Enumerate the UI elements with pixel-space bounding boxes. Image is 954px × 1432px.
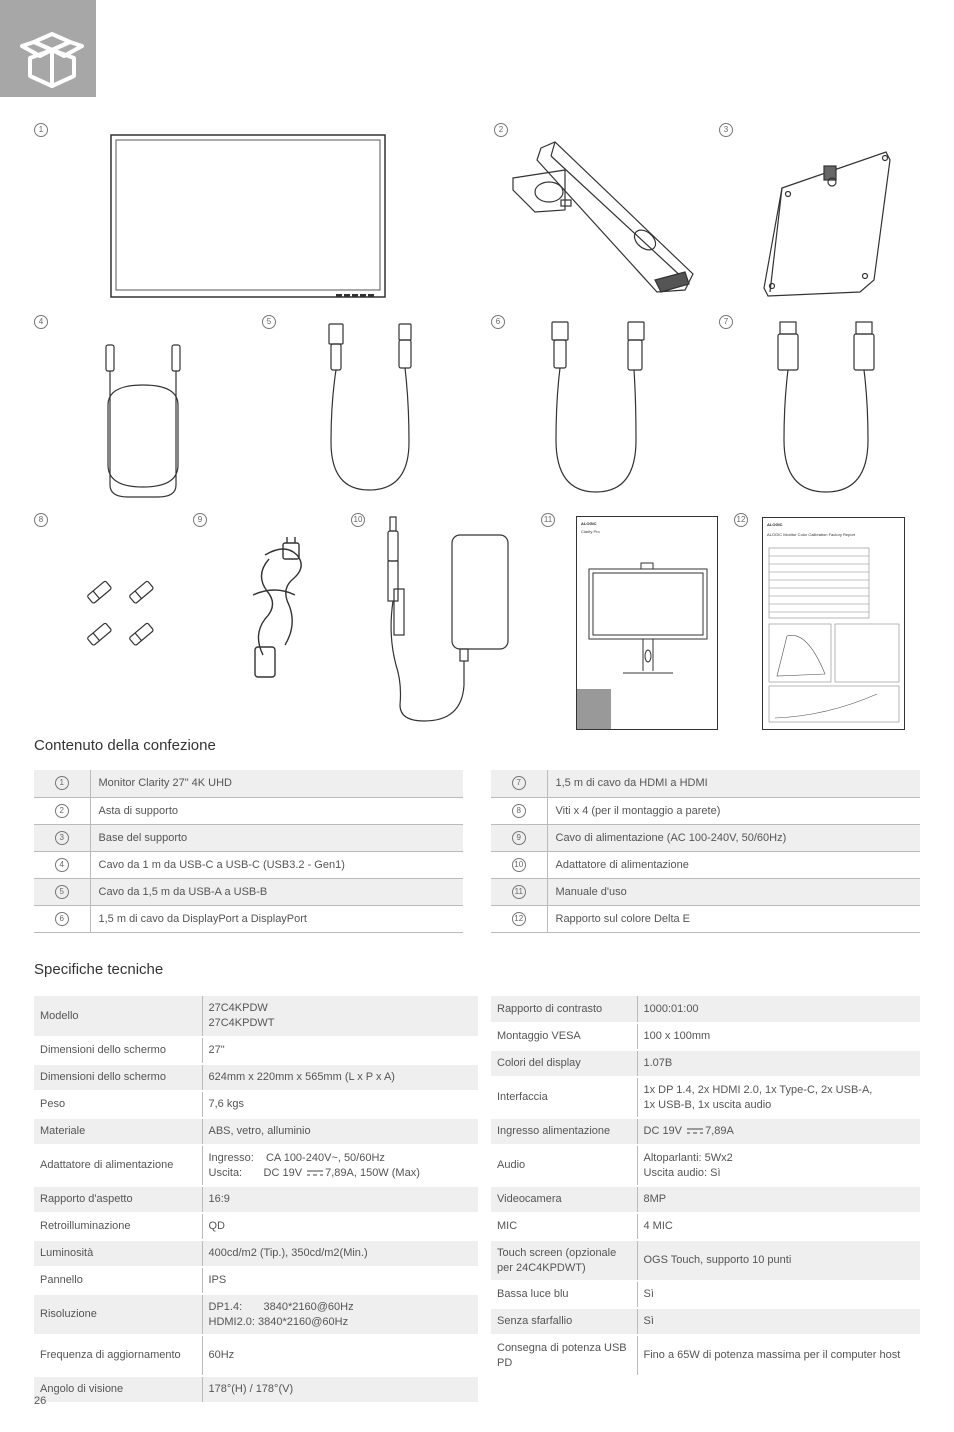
item-number-badge: 4: [55, 858, 69, 872]
screws-illustration: [82, 575, 166, 655]
spec-row: [491, 1186, 920, 1213]
contents-index: [491, 905, 547, 932]
spec-key: Montaggio VESA: [491, 1023, 637, 1050]
spec-value: [202, 1186, 478, 1213]
report-brand: ALOGIC: [767, 522, 783, 527]
spec-row: [491, 1308, 920, 1335]
spec-value-part: 7,89A: [705, 1125, 734, 1137]
spec-value: [637, 1118, 920, 1145]
spec-key: Retroilluminazione: [34, 1213, 202, 1240]
spec-row: [34, 996, 478, 1037]
spec-key: Bassa luce blu: [491, 1281, 637, 1308]
specs-table-left: [34, 996, 478, 1404]
figure-number-1: 1: [34, 123, 48, 137]
spec-value-line: 8MP: [643, 1193, 667, 1205]
spec-key: Rapporto di contrasto: [491, 996, 637, 1023]
user-manual-illustration: [576, 516, 718, 730]
spec-value-line: [209, 1166, 473, 1181]
spec-key: Ingresso alimentazione: [491, 1118, 637, 1145]
spec-value-line: Altoparlanti: 5Wx2: [643, 1151, 733, 1164]
spec-value: [202, 1240, 478, 1267]
contents-row: [491, 851, 920, 878]
figure-number-10: 10: [351, 513, 365, 527]
contents-row: [34, 851, 463, 878]
spec-row: [491, 1023, 920, 1050]
contents-row: [34, 878, 463, 905]
spec-value-line: DP1.4: 3840*2160@60Hz: [208, 1300, 354, 1313]
figure-number-9: 9: [193, 513, 207, 527]
spec-value: [637, 1023, 920, 1050]
specs-table-right: [491, 996, 920, 1377]
spec-key: Audio: [491, 1145, 637, 1186]
spec-key: MIC: [491, 1213, 637, 1240]
spec-row: [491, 996, 920, 1023]
spec-value-line: 27": [208, 1044, 225, 1056]
spec-key: Angolo di visione: [34, 1376, 202, 1403]
spec-value-line: QD: [208, 1220, 225, 1232]
spec-value: [202, 1213, 478, 1240]
spec-key: Pannello: [34, 1267, 202, 1294]
spec-value: [202, 1145, 478, 1186]
spec-value-line: Fino a 65W di potenza massima per il computer host: [643, 1349, 901, 1361]
spec-value-line: 1.07B: [643, 1057, 673, 1069]
contents-label: Base del supporto: [90, 824, 463, 851]
spec-value: [637, 1213, 920, 1240]
contents-row: [491, 797, 920, 824]
contents-label: 1,5 m di cavo da HDMI a HDMI: [547, 770, 920, 797]
spec-row: [491, 1240, 920, 1281]
spec-value: [202, 1064, 478, 1091]
spec-value-line: 60Hz: [208, 1349, 235, 1361]
item-number-badge: 9: [512, 831, 526, 845]
figure-number-4: 4: [34, 315, 48, 329]
open-box-icon: [18, 30, 86, 90]
usba-cable-illustration: [325, 322, 415, 500]
power-cord-illustration: [245, 535, 315, 690]
dc-symbol-icon: [687, 1128, 703, 1134]
spec-row: [34, 1145, 478, 1186]
spec-value: [637, 1050, 920, 1077]
spec-key: Modello: [34, 996, 202, 1037]
contents-row: [34, 770, 463, 797]
spec-value: [202, 996, 478, 1037]
item-number-badge: 2: [55, 804, 69, 818]
spec-value-line: 100 x 100mm: [643, 1030, 711, 1042]
contents-label: Monitor Clarity 27" 4K UHD: [90, 770, 463, 797]
spec-value: [202, 1037, 478, 1064]
contents-row: [34, 797, 463, 824]
contents-row: [491, 770, 920, 797]
spec-value-line: 1x DP 1.4, 2x HDMI 2.0, 1x Type-C, 2x USB-A,: [643, 1083, 873, 1096]
contents-index: [491, 797, 547, 824]
contents-row: [491, 905, 920, 932]
power-adapter-illustration: [380, 515, 515, 725]
spec-row: [491, 1145, 920, 1186]
spec-row: [34, 1294, 478, 1335]
contents-table-left: [34, 770, 463, 933]
spec-value: [202, 1335, 478, 1376]
contents-label: Viti x 4 (per il montaggio a parete): [547, 797, 920, 824]
spec-value: [202, 1376, 478, 1403]
hdmi-cable-illustration: [776, 320, 876, 500]
spec-key: Colori del display: [491, 1050, 637, 1077]
spec-key: Dimensioni dello schermo: [34, 1064, 202, 1091]
spec-row: [491, 1050, 920, 1077]
spec-key: Interfaccia: [491, 1077, 637, 1118]
contents-index: [34, 878, 90, 905]
spec-value-line: HDMI2.0: 3840*2160@60Hz: [208, 1315, 349, 1328]
spec-value: [637, 996, 920, 1023]
contents-index: [491, 770, 547, 797]
contents-index: [34, 797, 90, 824]
spec-value: [202, 1118, 478, 1145]
item-number-badge: 3: [55, 831, 69, 845]
spec-value-line: 178°(H) / 178°(V): [208, 1383, 294, 1395]
spec-value-line: IPS: [208, 1274, 227, 1286]
contents-table-right: [491, 770, 920, 933]
spec-key: Videocamera: [491, 1186, 637, 1213]
spec-value-part: Uscita: DC 19V: [208, 1166, 306, 1179]
contents-index: [491, 878, 547, 905]
spec-value-line: ABS, vetro, alluminio: [208, 1125, 311, 1137]
color-report-illustration: [762, 517, 905, 730]
spec-value-line: 7,6 kgs: [208, 1098, 244, 1110]
spec-value-line: Sì: [643, 1315, 654, 1327]
figure-number-3: 3: [719, 123, 733, 137]
report-title: ALOGIC Monitor Color Calibration Factory Report: [767, 532, 856, 537]
spec-value-line: Ingresso: CA 100-240V~, 50/60Hz: [208, 1151, 385, 1164]
contents-label: Asta di supporto: [90, 797, 463, 824]
spec-value-line: 4 MIC: [643, 1220, 673, 1232]
contents-row: [491, 824, 920, 851]
spec-row: [34, 1376, 478, 1403]
spec-row: [34, 1037, 478, 1064]
displayport-cable-illustration: [550, 320, 645, 500]
spec-value: [202, 1294, 478, 1335]
figure-number-5: 5: [262, 315, 276, 329]
spec-row: [34, 1118, 478, 1145]
contents-index: [491, 824, 547, 851]
spec-value-line: 27C4KPDWT: [208, 1017, 275, 1029]
item-number-badge: 5: [55, 885, 69, 899]
spec-key: Senza sfarfallio: [491, 1308, 637, 1335]
stand-base-illustration: [760, 148, 895, 300]
item-number-badge: 12: [512, 912, 526, 926]
contents-label: Cavo da 1,5 m da USB-A a USB-B: [90, 878, 463, 905]
spec-value-part: 7,89A, 150W (Max): [325, 1166, 420, 1179]
contents-index: [34, 905, 90, 932]
spec-value-line: 1000:01:00: [643, 1002, 699, 1015]
spec-row: [491, 1077, 920, 1118]
item-number-badge: 1: [55, 776, 69, 790]
spec-row: [491, 1118, 920, 1145]
item-number-badge: 11: [512, 885, 526, 899]
contents-row: [34, 824, 463, 851]
spec-value: [637, 1281, 920, 1308]
spec-value-line: 1x USB-B, 1x uscita audio: [643, 1098, 772, 1111]
contents-index: [34, 770, 90, 797]
spec-value: [637, 1240, 920, 1281]
spec-value-line: 27C4KPDW: [208, 1002, 268, 1014]
contents-index: [491, 851, 547, 878]
item-number-badge: 7: [512, 776, 526, 790]
contents-label: Cavo da 1 m da USB-C a USB-C (USB3.2 - Gen1): [90, 851, 463, 878]
spec-key: Peso: [34, 1091, 202, 1118]
spec-row: [34, 1091, 478, 1118]
figure-number-11: 11: [541, 513, 555, 527]
spec-value-line: Sì: [643, 1288, 654, 1300]
spec-value: [637, 1077, 920, 1118]
spec-value: [637, 1186, 920, 1213]
spec-value-line: 624mm x 220mm x 565mm (L x P x A): [208, 1071, 395, 1083]
spec-value-line: [644, 1124, 915, 1139]
spec-value-line: 16:9: [208, 1193, 230, 1205]
contents-row: [491, 878, 920, 905]
spec-value-line: OGS Touch, supporto 10 punti: [643, 1254, 792, 1266]
contents-label: Cavo di alimentazione (AC 100-240V, 50/60Hz): [547, 824, 920, 851]
spec-key: Materiale: [34, 1118, 202, 1145]
spec-value: [637, 1308, 920, 1335]
usbc-cable-illustration: [98, 335, 188, 500]
manual-brand: ALOGIC: [581, 521, 597, 526]
spec-key: Dimensioni dello schermo: [34, 1037, 202, 1064]
contents-label: Adattatore di alimentazione: [547, 851, 920, 878]
spec-row: [491, 1281, 920, 1308]
spec-key: Risoluzione: [34, 1294, 202, 1335]
dc-symbol-icon: [307, 1170, 323, 1176]
spec-row: [34, 1267, 478, 1294]
spec-key: Adattatore di alimentazione: [34, 1145, 202, 1186]
spec-row: [34, 1240, 478, 1267]
item-number-badge: 6: [55, 912, 69, 926]
spec-value: [637, 1335, 920, 1376]
header-corner: [0, 0, 96, 97]
spec-value-line: 400cd/m2 (Tip.), 350cd/m2(Min.): [208, 1247, 368, 1259]
spec-key: Frequenza di aggiornamento: [34, 1335, 202, 1376]
contents-label: 1,5 m di cavo da DisplayPort a DisplayPort: [90, 905, 463, 932]
spec-row: [34, 1064, 478, 1091]
item-number-badge: 8: [512, 804, 526, 818]
figure-number-7: 7: [719, 315, 733, 329]
figure-number-2: 2: [494, 123, 508, 137]
figure-number-12: 12: [734, 513, 748, 527]
spec-value-part: DC 19V: [643, 1125, 686, 1137]
spec-row: [34, 1186, 478, 1213]
page-number: 26: [34, 1395, 47, 1407]
monitor-illustration: [108, 132, 388, 300]
contents-row: [34, 905, 463, 932]
spec-value-line: Uscita audio: Sì: [643, 1166, 721, 1179]
contents-index: [34, 851, 90, 878]
spec-value: [637, 1145, 920, 1186]
spec-row: [34, 1213, 478, 1240]
spec-row: [491, 1213, 920, 1240]
specs-title: Specifiche tecniche: [34, 961, 164, 978]
spec-key: Touch screen (opzionale per 24C4KPDWT): [491, 1240, 637, 1281]
spec-value: [202, 1091, 478, 1118]
spec-key: Rapporto d'aspetto: [34, 1186, 202, 1213]
spec-row: [491, 1335, 920, 1376]
spec-key: Consegna di potenza USB PD: [491, 1335, 637, 1376]
contents-title: Contenuto della confezione: [34, 737, 216, 754]
stand-arm-illustration: [505, 140, 695, 300]
contents-index: [34, 824, 90, 851]
spec-value: [202, 1267, 478, 1294]
manual-title: Clarity Pro: [581, 529, 600, 534]
contents-label: Manuale d'uso: [547, 878, 920, 905]
contents-label: Rapporto sul colore Delta E: [547, 905, 920, 932]
item-number-badge: 10: [512, 858, 526, 872]
spec-row: [34, 1335, 478, 1376]
spec-key: Luminosità: [34, 1240, 202, 1267]
figure-number-8: 8: [34, 513, 48, 527]
figure-number-6: 6: [491, 315, 505, 329]
